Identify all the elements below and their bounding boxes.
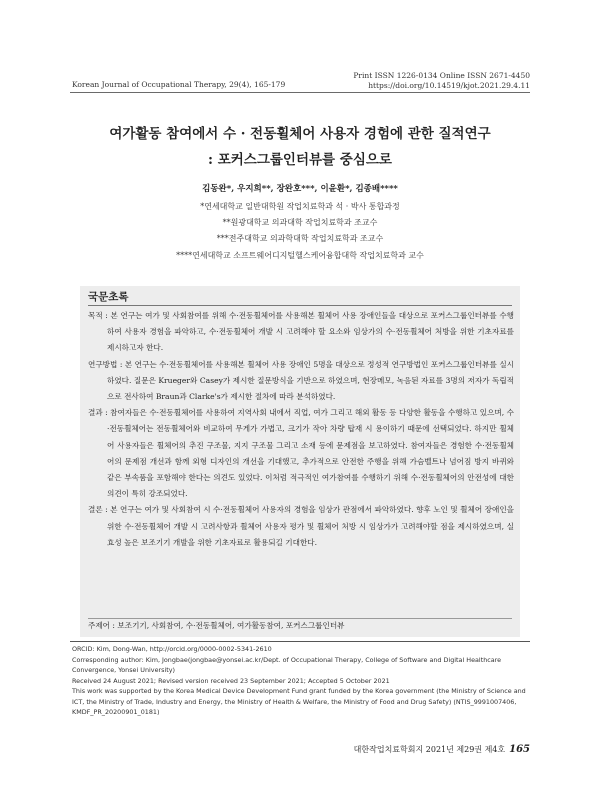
- header-rule: [70, 92, 530, 93]
- footnote-received: Received 24 August 2021; Revised version received 23 September 2021; Accepted 5 October 2021: [72, 676, 390, 685]
- issn-doi-block: [353, 71, 530, 91]
- keywords-rule: [88, 618, 512, 619]
- affiliation-2: **원광대학교 의과대학 작업치료학과 조교수: [222, 218, 378, 227]
- footnote-rule: [70, 641, 530, 642]
- abstract-purpose: 목적 : 본 연구는 여가 및 사회참여를 위해 수·전동휠체어를 사용해본 휠체어 사용 장애인들을 대상으로 포커스그룹인터뷰를 수행하여 사용자 경험을 파악하고, 수·전동휠체어 개발 시 고려해야 할 요소와 임상가의 수·전동휠체어 처방을 위한 기초자료를 제시하고자 한다.: [88, 311, 514, 353]
- footnote-corresponding: Corresponding author: Kim, Jongbae(jongbae@yonsei.ac.kr/Dept. of Occupational Therapy, College of Software and Digital Healthcare Convergence, Yonsei University): [72, 655, 502, 674]
- doi-link[interactable]: https://doi.org/10.14519/kjot.2021.29.4.11: [368, 81, 530, 90]
- footnote-orcid: ORCID: Kim, Dong-Wan, http://orcid.org/0000-0002-5341-2610: [72, 645, 272, 653]
- keywords: 주제어 : 보조기기, 사회참여, 수·전동휠체어, 여가활동참여, 포커스그룹인터뷰: [88, 621, 345, 630]
- footnote-funding: This work was supported by the Korea Medical Device Development Fund grant funded by the Korea government (the Ministry of Science and ICT, the Ministry of Trade, Industry and Energy, the Ministry of Health & Welfare, the Ministry of Food and Drug Safety) (NTIS_9991007406, KMDF_PR_20200901_0181): [72, 687, 526, 716]
- abstract-heading-rule: [88, 305, 512, 306]
- paper-title-line-2: : 포커스그룹인터뷰를 중심으로: [208, 152, 392, 168]
- author-list: 김동완*, 우지희**, 장완호***, 이윤환*, 김종배****: [202, 184, 398, 194]
- abstract-heading: 국문초록: [88, 291, 129, 303]
- abstract-results: 결과 : 참여자들은 수·전동휠체어를 사용하여 지역사회 내에서 직업, 여가 그리고 해외 활동 등 다양한 활동을 수행하고 있으며, 수·전동휠체어는 전동휠체어와 비교하여 무게가 가볍고, 크기가 작아 차량 탑재 시 용이하기 때문에 선택되었다. 하지만 휠체어 사용자들은 휠체어의 추진 구조물, 지지 구조물 그리고 소재 등에 문제점을 보고하였다. 참여자들은 경험한 수·전동휠체어의 문제점 개선과 함께 외형 디자인의 개선을 기대했고, 추가적으로 안전한 주행을 위해 가슴벨트나 넘어짐 방지 바퀴와 같은 부속품을 포함해야 한다는 의견도 있었다. 이처럼 적극적인 여가참여를 수행하기 위해 수·전동휠체어의 안전성에 대한 의견이 특히 강조되었다.: [88, 408, 514, 499]
- abstract-conclusion: 결론 : 본 연구는 여가 및 사회참여 시 수·전동휠체어 사용자의 경험을 임상가 관점에서 파악하였다. 향후 노인 및 휠체어 장애인을 위한 수·전동휠체어 개발 시 고려사항과 휠체어 사용자 평가 및 휠체어 처방 시 임상가가 고려해야할 점을 제시하였으며, 실효성 높은 보조기기 개발을 위한 기초자료로 활용되길 기대한다.: [88, 505, 514, 547]
- footer-journal-issue: 대한작업치료학회지 2021년 제29권 제4호: [353, 745, 506, 754]
- abstract-method: 연구방법 : 본 연구는 수·전동휠체어를 사용해본 휠체어 사용 장애인 5명을 대상으로 정성적 연구방법인 포커스그룹인터뷰를 실시하였다. 질문은 Krueger와 Casey가 제시한 질문방식을 기반으로 하였으며, 현장메모, 녹음된 자료를 3명의 저자가 독립적으로 전사하여 Braun과 Clarke's가 제시한 절차에 따라 분석하였다.: [88, 359, 514, 402]
- affiliation-1: *연세대학교 일반대학원 작업치료학과 석 · 박사 통합과정: [200, 202, 400, 211]
- page-number: 165: [509, 744, 530, 755]
- affiliation-3: ***전주대학교 의과학대학 작업치료학과 조교수: [216, 234, 384, 243]
- abstract-body: [88, 308, 514, 551]
- page-footer: [354, 744, 530, 755]
- footnotes: [72, 644, 530, 718]
- issn-line: Print ISSN 1226-0134 Online ISSN 2671-4450: [353, 71, 530, 80]
- affiliation-4: ****연세대학교 소프트웨어디지털헬스케어융합대학 작업치료학과 교수: [176, 251, 424, 260]
- journal-citation: Korean Journal of Occupational Therapy, 29(4), 165-179: [72, 80, 286, 89]
- paper-title-line-1: 여가활동 참여에서 수 · 전동휠체어 사용자 경험에 관한 질적연구: [109, 126, 491, 142]
